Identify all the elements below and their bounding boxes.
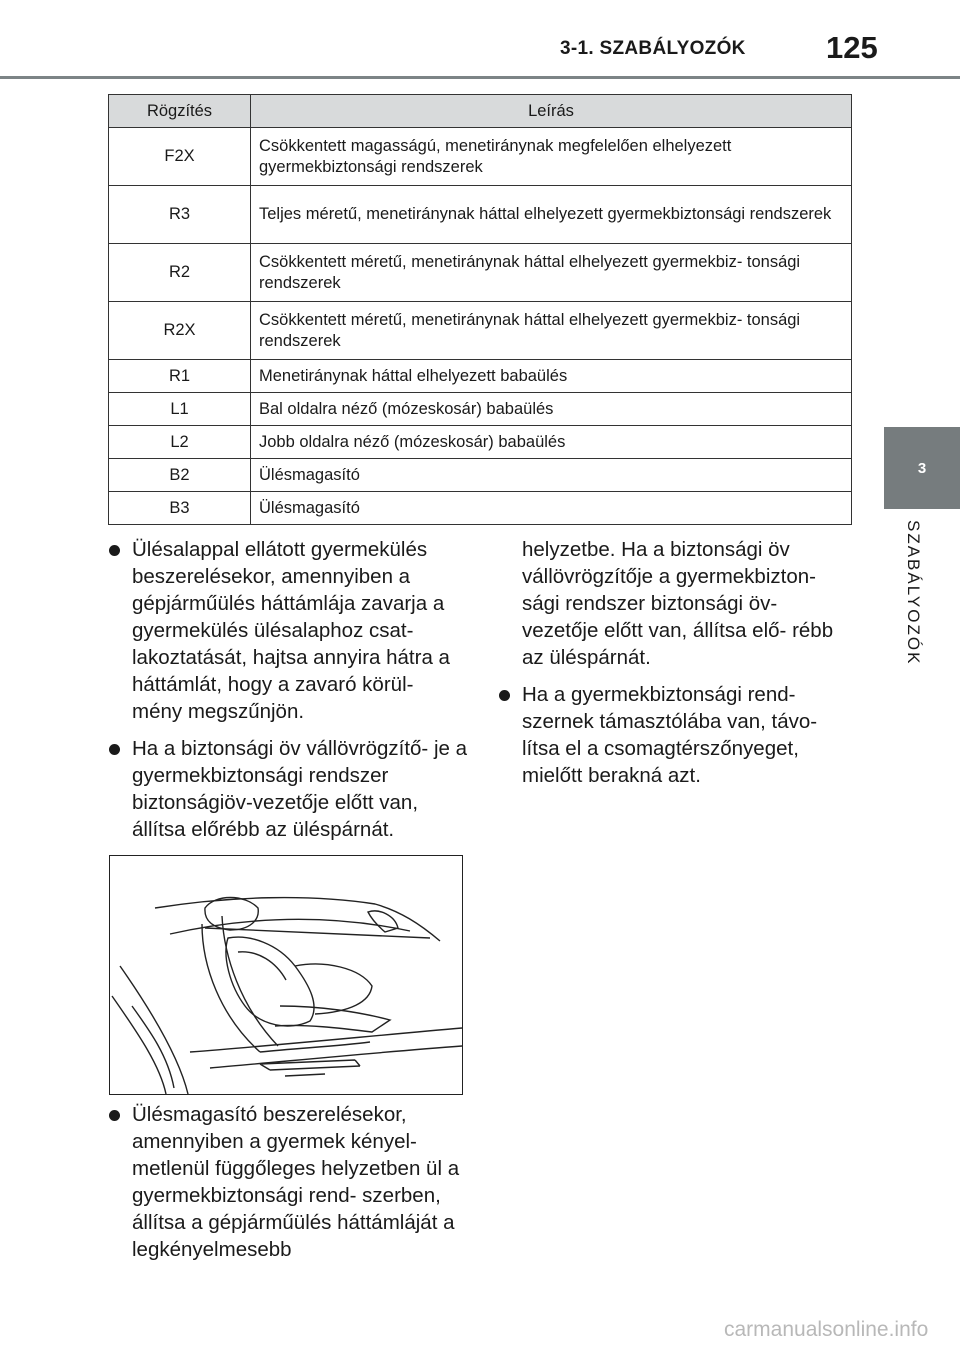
table-row xyxy=(109,426,852,459)
bullet-icon xyxy=(109,545,120,556)
fixture-code: B3 xyxy=(109,492,251,525)
list-item xyxy=(108,735,468,843)
column-header: Rögzítés xyxy=(109,95,251,128)
section-title: 3-1. SZABÁLYOZÓK xyxy=(560,38,746,59)
fixture-code: R2X xyxy=(109,302,251,360)
bullet-text: Ülésmagasító beszerelésekor, amennyiben a gyermek kényel- metlenül függőleges helyzetben ül a gyermekbiztonsági rend- szerben, állítsa a gépjárműülés háttámláját a legkényelmesebb xyxy=(132,1103,460,1261)
fixture-description: Bal oldalra néző (mózeskosár) babaülés xyxy=(251,393,852,426)
fixture-code: B2 xyxy=(109,459,251,492)
continued-text: helyzetbe. Ha a biztonsági öv vállövrögzítője a gyermekbizton- sági rendszer biztonsági öv-vezetője előtt van, állítsa elő- rébb az üléspárnát. xyxy=(522,538,834,669)
fixture-description: Csökkentett méretű, menetiránynak háttal elhelyezett gyermekbiz- tonsági rendszerek xyxy=(251,302,852,360)
bullet-text: Ülésalappal ellátott gyermekülés beszerelésekor, amennyiben a gépjárműülés háttámlája zavarja a gyermekülés ülésalaphoz csat- lakoztatását, hajtsa annyira hátra a háttámlát, hogy a zavaró körül- mény megszűnjön. xyxy=(132,538,450,723)
fixture-code: R3 xyxy=(109,186,251,244)
fixture-description: Ülésmagasító xyxy=(251,459,852,492)
watermark: carmanualsonline.info xyxy=(724,1318,929,1341)
table-row xyxy=(109,393,852,426)
fixture-description: Menetiránynak háttal elhelyezett babaülés xyxy=(251,360,852,393)
child-seat-illustration xyxy=(109,855,463,1095)
fixture-code: R1 xyxy=(109,360,251,393)
fixture-code: F2X xyxy=(109,128,251,186)
right-column xyxy=(498,536,852,799)
fixture-description: Csökkentett méretű, menetiránynak háttal elhelyezett gyermekbiz- tonsági rendszerek xyxy=(251,244,852,302)
table-row xyxy=(109,186,852,244)
table-row xyxy=(109,244,852,302)
list-item xyxy=(108,536,468,725)
table-header-row xyxy=(109,95,852,128)
chapter-tab[interactable] xyxy=(884,427,960,509)
fixture-code: L2 xyxy=(109,426,251,459)
table-row xyxy=(109,360,852,393)
page-number: 125 xyxy=(826,30,878,65)
table-row xyxy=(109,492,852,525)
fixture-code: L1 xyxy=(109,393,251,426)
column-header: Leírás xyxy=(251,95,852,128)
bullet-icon xyxy=(109,744,120,755)
list-item xyxy=(108,1101,468,1263)
fixture-table xyxy=(108,94,852,525)
table-row xyxy=(109,302,852,360)
fixture-description: Csökkentett magasságú, menetiránynak megfelelően elhelyezett gyermekbiztonsági rendszerek xyxy=(251,128,852,186)
chapter-number: 3 xyxy=(917,459,927,477)
car-seat-drawing xyxy=(110,856,462,1094)
table-row xyxy=(109,128,852,186)
bullet-text: Ha a biztonsági öv vállövrögzítő- je a gyermekbiztonsági rendszer biztonságiöv-vezetője előtt van, állítsa előrébb az üléspárnát. xyxy=(132,737,468,841)
bullet-icon xyxy=(109,1110,120,1121)
list-item xyxy=(498,681,852,789)
fixture-description: Ülésmagasító xyxy=(251,492,852,525)
bullet-text: Ha a gyermekbiztonsági rend- szernek támasztólába van, távo- lítsa el a csomagtérszőnyeget, mielőtt berakná azt. xyxy=(522,683,818,787)
fixture-description: Jobb oldalra néző (mózeskosár) babaülés xyxy=(251,426,852,459)
chapter-label: SZABÁLYOZÓK xyxy=(904,520,923,666)
header-divider xyxy=(0,76,960,79)
left-column-lower xyxy=(108,1101,468,1273)
table-row xyxy=(109,459,852,492)
fixture-description: Teljes méretű, menetiránynak háttal elhelyezett gyermekbiztonsági rendszerek xyxy=(251,186,852,244)
fixture-code: R2 xyxy=(109,244,251,302)
bullet-icon xyxy=(499,690,510,701)
left-column xyxy=(108,536,468,853)
